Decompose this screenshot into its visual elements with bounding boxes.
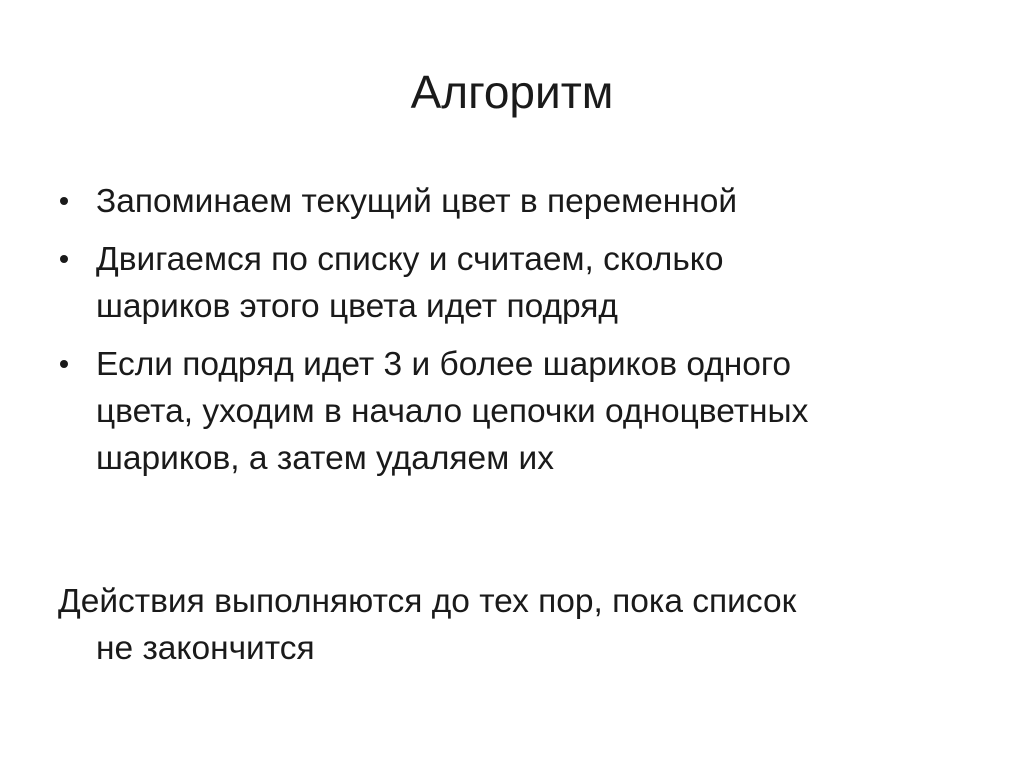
list-item	[58, 236, 998, 330]
conclusion-paragraph	[58, 578, 998, 672]
bullet-dot-icon	[60, 360, 68, 368]
bullet-text-line: Запоминаем текущий цвет в переменной	[96, 183, 738, 220]
list-item	[58, 341, 998, 482]
bullet-list	[58, 178, 998, 493]
list-item	[58, 178, 998, 225]
conclusion-line: Действия выполняются до тех пор, пока список	[58, 583, 797, 620]
bullet-text-line: шариков, а затем удаляем их	[96, 440, 554, 477]
bullet-text-line: Двигаемся по списку и считаем, сколько	[96, 241, 724, 278]
bullet-text-line: цвета, уходим в начало цепочки одноцветных	[96, 393, 809, 430]
bullet-dot-icon	[60, 255, 68, 263]
slide-title: Алгоритм	[410, 66, 614, 118]
bullet-text-line: шариков этого цвета идет подряд	[96, 288, 618, 325]
bullet-text-line: Если подряд идет 3 и более шариков одного	[96, 346, 792, 383]
conclusion-line: не закончится	[96, 630, 315, 667]
bullet-dot-icon	[60, 197, 68, 205]
